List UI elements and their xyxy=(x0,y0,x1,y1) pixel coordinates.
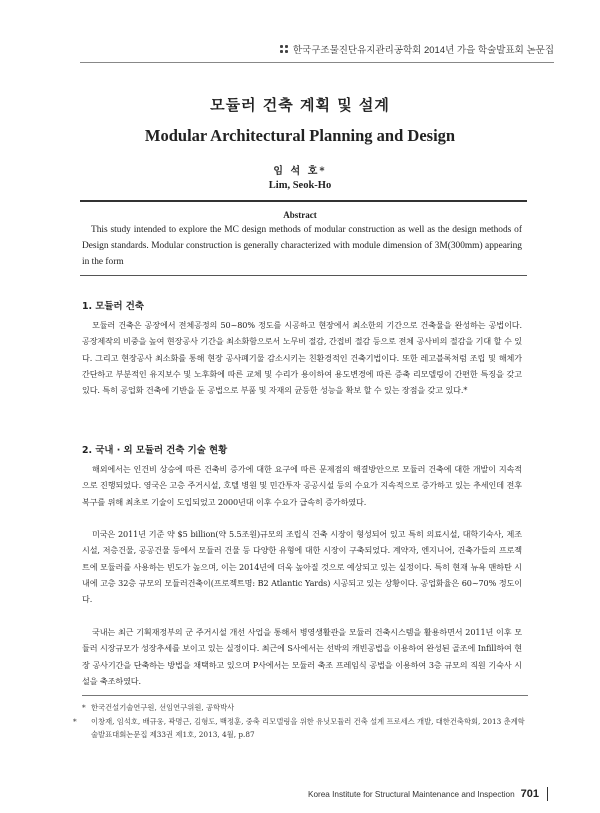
footnote-2 xyxy=(73,715,531,741)
author-korean: 임 석 호* xyxy=(273,166,327,177)
section-1-paragraph-1: 모듈러 건축은 공장에서 전체공정의 50~80% 정도를 시공하고 현장에서 최소한의 기간으로 건축물을 완성하는 공법이다. 공장제작의 비중을 높여 현장공사 기간을 최소화함으로서 노무비 절감, 간접비 절감 등으로 전체 공사비의 절감을 기대 할 수 있다. 그리고 현장공사 최소화를 통해 현장 공사폐기물 감소시키는 친환경적인 건축기법이다. 또한 레고블록처럼 조립 및 해체가 간단하고 부분적인 유지보수 및 노후화에 따른 교체 및 수리가 용이하여 용도변경에 따른 증축 리모델링이 간편한 특징을 갖고 있다. 특히 공업화 건축에 기반을 둔 공법으로 부품 및 자재의 균등한 성능을 확보 할 수 있는 장점을 갖고 있다.* xyxy=(82,320,522,396)
conference-name: 한국구조물진단유지관리공학회 2014년 가을 학술발표회 논문집 xyxy=(292,45,554,56)
footer-institute: Korea Institute for Structural Maintenance and Inspection xyxy=(308,789,515,799)
footnote-rule xyxy=(82,695,528,696)
section-2-paragraph-3: 국내는 최근 기획재정부의 군 주거시설 개선 사업을 통해서 병영생활관을 모듈러 건축시스템을 활용하면서 2011년 이후 모듈러 시장규모가 성장추세를 보이고 있는 실정이다. 최근에 S사에서는 선박의 캐빈공법을 이용하여 완성된 골조에 Infill하여 현장 공사기간을 단축하는 방법을 채택하고 있으며 P사에서는 모듈러 축조 프레임식 공법을 이용하여 3층 규모의 직원 기숙사 시설을 축조하였다. xyxy=(82,627,522,686)
abstract-top-rule xyxy=(80,200,527,202)
section-heading-2: 2. 국내 · 외 모듈러 건축 기술 현황 xyxy=(82,445,228,456)
paper-title-english: Modular Architectural Planning and Design xyxy=(144,126,456,145)
footnote-2-mark: * xyxy=(73,717,77,726)
footnote-1 xyxy=(82,701,522,714)
running-header xyxy=(280,42,554,56)
abstract-text: This study intended to explore the MC design methods of modular construction as well as the design methods of Design standards. Modular construction is generally characterized with module dimension of 3M(300mm) appearing in the form xyxy=(82,225,522,267)
section-2-paragraph-1: 해외에서는 인건비 상승에 따른 건축비 증가에 대한 요구에 따른 문제점의 해결방안으로 모듈러 건축에 대한 개발이 지속적으로 진행되었다. 영국은 고층 주거시설, 호텔 병원 및 민간투자 공공시설 등의 수요가 지속적으로 증가하고 있는 추세인데 전후 복구를 위해 최초로 기술이 도입되었고 2000년대 이후 수요가 급속히 증가하였다. xyxy=(82,464,522,507)
abstract-bottom-rule xyxy=(80,275,527,276)
author-english: Lim, Seok-Ho xyxy=(268,180,332,191)
conference-logo-icon xyxy=(280,45,289,54)
paper-title-korean: 모듈러 건축 계획 및 설계 xyxy=(210,96,390,114)
footnote-1-mark: * xyxy=(82,703,86,712)
page-footer xyxy=(308,787,548,801)
footnote-2-text: 이창재, 임석호, 배규웅, 곽명근, 김형도, 백정훈, 중축 리모델링을 위한 유닛모듈러 건축 설계 프로세스 개발, 대한건축학회, 2013 춘계학술발표대회논문집 제33권 제1호, 2013, 4월, p.87 xyxy=(91,717,525,739)
page-number: 701 xyxy=(520,788,539,800)
abstract-heading: Abstract xyxy=(283,210,317,220)
section-2-paragraph-2: 미국은 2011년 기준 약 $5 billion(약 5.5조원)규모의 조립식 건축 시장이 형성되어 있고 특히 의료시설, 대학기숙사, 제조시설, 저층건물, 공공건물 등에서 모듈러 건물 등 다양한 유형에 대한 시장이 구축되었다. 계약자, 엔지니어, 건축가들의 프로젝트에 모듈러를 사용하는 빈도가 높으며, 이는 2014년에 더욱 높아질 것으로 예상되고 있는 실정이다. 특히 현재 뉴욕 맨하탄 시내에 고층 32층 규모의 모듈러건축이(프로젝트명: B2 Atlantic Yards) 시공되고 있는 상황이다. 공업화율은 60~70% 정도이다. xyxy=(82,529,522,605)
footnote-1-text: 한국건설기술연구원, 선임연구위원, 공학박사 xyxy=(91,703,235,712)
header-rule xyxy=(80,62,554,63)
footer-divider xyxy=(547,787,548,801)
section-heading-1: 1. 모듈러 건축 xyxy=(82,301,144,312)
